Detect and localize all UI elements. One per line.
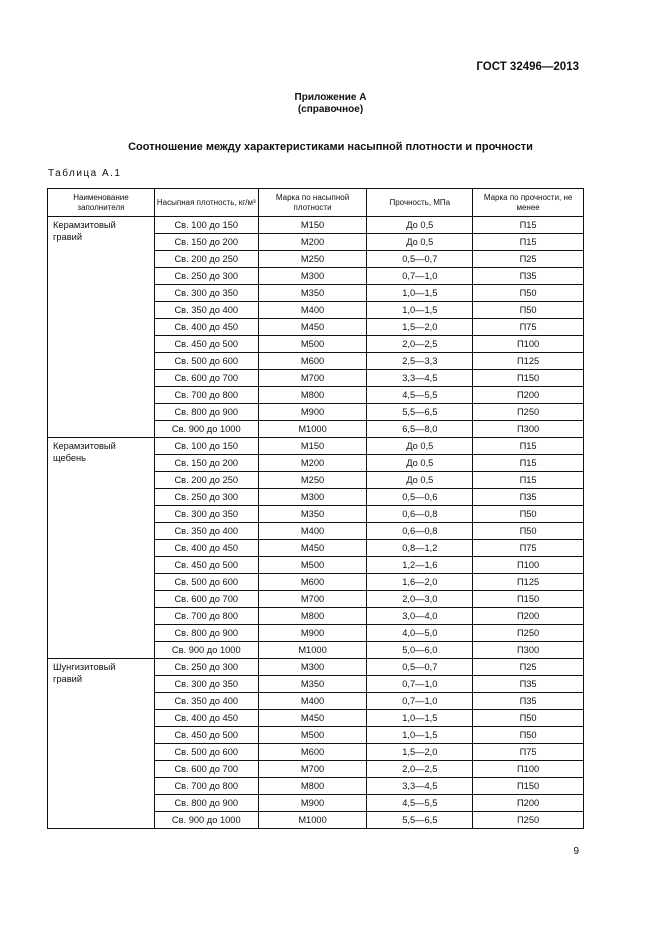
strength-cell: 1,6—2,0 (367, 574, 473, 591)
strength-cell: До 0,5 (367, 455, 473, 472)
table-header-row (48, 189, 584, 217)
strength-cell: 3,0—4,0 (367, 608, 473, 625)
strength-grade-cell: П200 (473, 608, 584, 625)
density-grade-cell: М350 (258, 285, 367, 302)
strength-cell: 0,6—0,8 (367, 523, 473, 540)
density-grade-cell: М200 (258, 234, 367, 251)
bulk-density-cell: Св. 500 до 600 (154, 353, 258, 370)
strength-grade-cell: П300 (473, 642, 584, 659)
strength-cell: 3,3—4,5 (367, 778, 473, 795)
strength-grade-cell: П15 (473, 472, 584, 489)
strength-cell: До 0,5 (367, 217, 473, 234)
strength-cell: 2,0—3,0 (367, 591, 473, 608)
density-grade-cell: М400 (258, 693, 367, 710)
strength-grade-cell: П100 (473, 557, 584, 574)
strength-grade-cell: П15 (473, 438, 584, 455)
aggregate-name-line: щебень (53, 453, 86, 463)
bulk-density-cell: Св. 300 до 350 (154, 506, 258, 523)
strength-grade-cell: П150 (473, 370, 584, 387)
strength-cell: 6,5—8,0 (367, 421, 473, 438)
strength-cell: 0,8—1,2 (367, 540, 473, 557)
strength-cell: 1,0—1,5 (367, 285, 473, 302)
bulk-density-cell: Св. 700 до 800 (154, 387, 258, 404)
strength-cell: 5,0—6,0 (367, 642, 473, 659)
aggregate-name-cell (48, 659, 155, 829)
strength-grade-cell: П75 (473, 319, 584, 336)
bulk-density-cell: Св. 200 до 250 (154, 472, 258, 489)
density-grade-cell: М500 (258, 557, 367, 574)
strength-cell: 5,5—6,5 (367, 404, 473, 421)
bulk-density-cell: Св. 500 до 600 (154, 574, 258, 591)
strength-cell: 0,7—1,0 (367, 268, 473, 285)
bulk-density-cell: Св. 250 до 300 (154, 489, 258, 506)
bulk-density-cell: Св. 150 до 200 (154, 234, 258, 251)
bulk-density-cell: Св. 150 до 200 (154, 455, 258, 472)
density-grade-cell: М150 (258, 217, 367, 234)
density-grade-cell: М800 (258, 387, 367, 404)
bulk-density-cell: Св. 800 до 900 (154, 625, 258, 642)
strength-grade-cell: П50 (473, 710, 584, 727)
bulk-density-cell: Св. 400 до 450 (154, 319, 258, 336)
density-grade-cell: М500 (258, 336, 367, 353)
density-grade-cell: М800 (258, 608, 367, 625)
density-grade-cell: М350 (258, 506, 367, 523)
strength-cell: 4,5—5,5 (367, 795, 473, 812)
strength-grade-cell: П250 (473, 404, 584, 421)
density-grade-cell: М150 (258, 438, 367, 455)
strength-grade-cell: П250 (473, 812, 584, 829)
table-label: Таблица А.1 (48, 168, 122, 179)
density-grade-cell: М600 (258, 353, 367, 370)
column-header: Марка по насыпной плотности (258, 189, 367, 217)
strength-cell: До 0,5 (367, 438, 473, 455)
bulk-density-cell: Св. 250 до 300 (154, 659, 258, 676)
strength-grade-cell: П50 (473, 727, 584, 744)
bulk-density-cell: Св. 400 до 450 (154, 540, 258, 557)
density-grade-cell: М700 (258, 761, 367, 778)
strength-cell: 2,5—3,3 (367, 353, 473, 370)
density-grade-cell: М200 (258, 455, 367, 472)
bulk-density-cell: Св. 100 до 150 (154, 438, 258, 455)
density-grade-cell: М1000 (258, 642, 367, 659)
strength-cell: 1,2—1,6 (367, 557, 473, 574)
density-grade-cell: М600 (258, 744, 367, 761)
aggregate-name-line: Керамзитовый (53, 220, 116, 230)
table-row (48, 438, 584, 455)
density-grade-cell: М300 (258, 489, 367, 506)
bulk-density-cell: Св. 800 до 900 (154, 404, 258, 421)
density-grade-cell: М700 (258, 370, 367, 387)
strength-cell: 3,3—4,5 (367, 370, 473, 387)
document-code: ГОСТ 32496—2013 (476, 61, 579, 73)
density-grade-cell: М900 (258, 625, 367, 642)
bulk-density-cell: Св. 450 до 500 (154, 557, 258, 574)
strength-grade-cell: П125 (473, 353, 584, 370)
strength-grade-cell: П150 (473, 591, 584, 608)
bulk-density-cell: Св. 300 до 350 (154, 676, 258, 693)
density-grade-cell: М900 (258, 404, 367, 421)
strength-grade-cell: П50 (473, 523, 584, 540)
density-grade-cell: М500 (258, 727, 367, 744)
strength-cell: 5,5—6,5 (367, 812, 473, 829)
bulk-density-cell: Св. 250 до 300 (154, 268, 258, 285)
column-header: Насыпная плотность, кг/м³ (154, 189, 258, 217)
strength-grade-cell: П200 (473, 795, 584, 812)
density-grade-cell: М350 (258, 676, 367, 693)
aggregate-name-line: Керамзитовый (53, 441, 116, 451)
aggregate-name-line: Шунгизитовый (53, 662, 116, 672)
density-grade-cell: М450 (258, 710, 367, 727)
bulk-density-cell: Св. 900 до 1000 (154, 812, 258, 829)
table-body (48, 217, 584, 829)
bulk-density-cell: Св. 200 до 250 (154, 251, 258, 268)
strength-cell: До 0,5 (367, 234, 473, 251)
bulk-density-cell: Св. 450 до 500 (154, 336, 258, 353)
strength-cell: 4,5—5,5 (367, 387, 473, 404)
table-row (48, 217, 584, 234)
bulk-density-cell: Св. 900 до 1000 (154, 421, 258, 438)
density-strength-table (47, 188, 584, 829)
strength-cell: До 0,5 (367, 472, 473, 489)
bulk-density-cell: Св. 600 до 700 (154, 591, 258, 608)
bulk-density-cell: Св. 100 до 150 (154, 217, 258, 234)
strength-cell: 2,0—2,5 (367, 761, 473, 778)
table-row (48, 659, 584, 676)
bulk-density-cell: Св. 450 до 500 (154, 727, 258, 744)
strength-grade-cell: П25 (473, 251, 584, 268)
bulk-density-cell: Св. 800 до 900 (154, 795, 258, 812)
density-grade-cell: М300 (258, 659, 367, 676)
strength-cell: 0,7—1,0 (367, 676, 473, 693)
appendix-subtitle: (справочное) (297, 104, 364, 115)
bulk-density-cell: Св. 900 до 1000 (154, 642, 258, 659)
strength-cell: 1,0—1,5 (367, 302, 473, 319)
strength-grade-cell: П15 (473, 455, 584, 472)
strength-grade-cell: П35 (473, 489, 584, 506)
bulk-density-cell: Св. 600 до 700 (154, 761, 258, 778)
strength-grade-cell: П200 (473, 387, 584, 404)
bulk-density-cell: Св. 400 до 450 (154, 710, 258, 727)
bulk-density-cell: Св. 350 до 400 (154, 693, 258, 710)
strength-cell: 0,6—0,8 (367, 506, 473, 523)
strength-grade-cell: П100 (473, 336, 584, 353)
density-grade-cell: М1000 (258, 812, 367, 829)
bulk-density-cell: Св. 600 до 700 (154, 370, 258, 387)
strength-grade-cell: П75 (473, 540, 584, 557)
strength-grade-cell: П50 (473, 506, 584, 523)
bulk-density-cell: Св. 700 до 800 (154, 778, 258, 795)
strength-cell: 1,5—2,0 (367, 319, 473, 336)
column-header: Марка по прочности, не менее (473, 189, 584, 217)
density-grade-cell: М700 (258, 591, 367, 608)
page-title: Соотношение между характеристиками насыпной плотности и прочности (128, 141, 533, 153)
strength-grade-cell: П300 (473, 421, 584, 438)
bulk-density-cell: Св. 500 до 600 (154, 744, 258, 761)
strength-cell: 0,5—0,7 (367, 659, 473, 676)
strength-grade-cell: П100 (473, 761, 584, 778)
strength-grade-cell: П35 (473, 693, 584, 710)
aggregate-name-line: гравий (53, 674, 83, 684)
density-grade-cell: М900 (258, 795, 367, 812)
strength-grade-cell: П35 (473, 676, 584, 693)
bulk-density-cell: Св. 350 до 400 (154, 302, 258, 319)
density-grade-cell: М250 (258, 251, 367, 268)
aggregate-name-cell (48, 438, 155, 659)
density-grade-cell: М300 (258, 268, 367, 285)
density-grade-cell: М1000 (258, 421, 367, 438)
strength-grade-cell: П15 (473, 234, 584, 251)
strength-grade-cell: П125 (473, 574, 584, 591)
density-grade-cell: М400 (258, 302, 367, 319)
strength-grade-cell: П75 (473, 744, 584, 761)
strength-grade-cell: П50 (473, 302, 584, 319)
strength-cell: 1,0—1,5 (367, 710, 473, 727)
strength-grade-cell: П35 (473, 268, 584, 285)
appendix-heading (0, 92, 661, 116)
bulk-density-cell: Св. 300 до 350 (154, 285, 258, 302)
density-grade-cell: М800 (258, 778, 367, 795)
strength-grade-cell: П15 (473, 217, 584, 234)
strength-grade-cell: П250 (473, 625, 584, 642)
strength-cell: 1,5—2,0 (367, 744, 473, 761)
aggregate-name-cell (48, 217, 155, 438)
density-grade-cell: М250 (258, 472, 367, 489)
bulk-density-cell: Св. 700 до 800 (154, 608, 258, 625)
strength-cell: 0,7—1,0 (367, 693, 473, 710)
strength-cell: 1,0—1,5 (367, 727, 473, 744)
strength-grade-cell: П50 (473, 285, 584, 302)
aggregate-name-line: гравий (53, 232, 83, 242)
strength-cell: 2,0—2,5 (367, 336, 473, 353)
column-header: Прочность, МПа (367, 189, 473, 217)
column-header: Наименование заполнителя (48, 189, 155, 217)
strength-cell: 0,5—0,6 (367, 489, 473, 506)
strength-grade-cell: П25 (473, 659, 584, 676)
density-grade-cell: М400 (258, 523, 367, 540)
strength-cell: 4,0—5,0 (367, 625, 473, 642)
appendix-title: Приложение А (294, 92, 367, 103)
strength-cell: 0,5—0,7 (367, 251, 473, 268)
bulk-density-cell: Св. 350 до 400 (154, 523, 258, 540)
density-grade-cell: М600 (258, 574, 367, 591)
density-grade-cell: М450 (258, 540, 367, 557)
density-grade-cell: М450 (258, 319, 367, 336)
page-number: 9 (573, 846, 579, 857)
strength-grade-cell: П150 (473, 778, 584, 795)
